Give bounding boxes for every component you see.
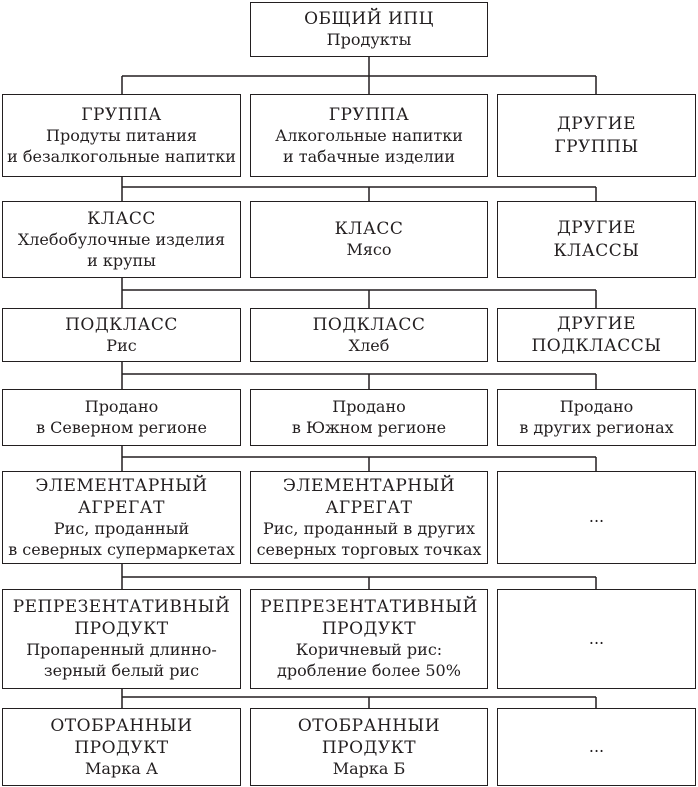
node-sold-north	[2, 389, 241, 446]
node-group-other-title: ДРУГИЕ	[556, 114, 637, 135]
node-aggregate-2-line: Рис, проданный в других	[263, 518, 475, 538]
node-group-food-line: и безалкогольные напитки	[7, 146, 236, 166]
node-subclass-rice	[2, 308, 241, 362]
node-representative-1-title: РЕПРЕЗЕНТАТИВНЫЙ	[12, 597, 231, 618]
node-root	[250, 2, 488, 57]
node-subclass-other-line: ПОДКЛАССЫ	[531, 336, 662, 356]
node-group-alcohol-line: Алкогольные напитки	[275, 125, 463, 145]
node-aggregate-2-line: северных торговых точках	[256, 539, 482, 559]
node-subclass-bread	[250, 308, 488, 362]
node-class-meat	[250, 201, 488, 278]
node-representative-1	[2, 589, 241, 689]
connector-classes-subclasses	[122, 278, 596, 308]
node-selected-2-line: ПРОДУКТ	[321, 737, 417, 758]
node-subclass-rice-line: Рис	[106, 335, 137, 355]
node-subclass-rice-title: ПОДКЛАСС	[65, 314, 178, 335]
node-representative-1-line: Пропаренный длинно-	[26, 640, 217, 660]
node-class-bread-title: КЛАСС	[87, 208, 156, 229]
node-group-alcohol-line: и табачные изделии	[282, 146, 456, 166]
node-aggregate-2	[250, 471, 488, 564]
node-class-meat-line: Мясо	[346, 240, 392, 260]
node-class-bread-line: и крупы	[87, 250, 156, 270]
node-sold-south	[250, 389, 488, 446]
node-group-alcohol	[250, 94, 488, 177]
node-aggregate-1-title: ЭЛЕМЕНТАРНЫЙ	[35, 475, 208, 496]
node-subclass-other	[497, 308, 696, 362]
node-selected-2-title: ОТОБРАННЫИ	[297, 715, 441, 736]
node-class-bread-line: Хлебобулочные изделия	[17, 229, 226, 249]
node-representative-1-line: ПРОДУКТ	[74, 619, 169, 640]
node-group-other-line: ГРУППЫ	[554, 136, 639, 157]
node-sold-other-line: в других регионах	[519, 417, 674, 437]
node-aggregate-2-line: АГРЕГАТ	[325, 497, 413, 518]
connector-root-groups	[122, 57, 596, 94]
connector-groups-classes	[122, 177, 596, 201]
node-sold-south-title: Продано	[332, 396, 406, 416]
node-aggregate-3-ellipsis: ...	[588, 507, 605, 527]
node-representative-2-line: Коричневый рис:	[295, 640, 443, 660]
node-representative-3	[497, 589, 696, 689]
node-subclass-other-title: ДРУГИЕ	[556, 313, 637, 334]
connector-subclasses-regions	[122, 362, 596, 389]
node-representative-2-title: РЕПРЕЗЕНТАТИВНЫЙ	[260, 597, 478, 618]
node-selected-3	[497, 708, 696, 786]
node-root-title: ОБЩИЙ ИПЦ	[304, 9, 434, 30]
connector-regions-aggregates	[122, 446, 596, 471]
node-subclass-bread-title: ПОДКЛАСС	[312, 314, 426, 335]
node-class-other-line: КЛАССЫ	[553, 240, 640, 261]
node-representative-1-line: зерный белый рис	[43, 661, 200, 681]
node-sold-south-line: в Южном регионе	[291, 417, 447, 437]
node-class-other	[497, 201, 696, 278]
node-selected-2	[250, 708, 488, 786]
node-group-food-title: ГРУППА	[81, 104, 162, 125]
node-selected-1-line: Марка А	[85, 758, 158, 778]
node-group-food-line: Продуты питания	[46, 125, 197, 145]
node-aggregate-1-line: в северных супермаркетах	[8, 539, 235, 559]
node-group-alcohol-title: ГРУППА	[328, 104, 410, 125]
node-class-meat-title: КЛАСС	[334, 219, 404, 240]
node-subclass-bread-line: Хлеб	[348, 335, 390, 355]
node-sold-north-line: в Северном регионе	[36, 417, 207, 437]
node-selected-1	[2, 708, 241, 786]
node-representative-2-line: дробление более 50%	[277, 661, 461, 681]
node-sold-other	[497, 389, 696, 446]
node-root-line: Продукты	[326, 30, 412, 50]
node-aggregate-2-title: ЭЛЕМЕНТАРНЫЙ	[282, 475, 456, 496]
node-selected-1-title: ОТОБРАННЫИ	[50, 715, 193, 736]
node-group-other	[497, 94, 696, 177]
connector-representative-selected	[122, 689, 596, 708]
connector-aggregates-representative	[122, 564, 596, 589]
node-sold-north-title: Продано	[84, 396, 159, 416]
node-aggregate-3	[497, 471, 696, 564]
node-class-bread	[2, 201, 241, 278]
node-selected-3-ellipsis: ...	[588, 736, 605, 756]
node-aggregate-1-line: АГРЕГАТ	[78, 497, 165, 518]
node-representative-2-line: ПРОДУКТ	[321, 619, 417, 640]
node-selected-2-line: Марка Б	[332, 758, 406, 778]
node-selected-1-line: ПРОДУКТ	[74, 737, 169, 758]
node-class-other-title: ДРУГИЕ	[556, 218, 637, 239]
node-group-food	[2, 94, 241, 177]
node-aggregate-1	[2, 471, 241, 564]
node-representative-2	[250, 589, 488, 689]
node-representative-3-ellipsis: ...	[588, 628, 605, 648]
node-sold-other-title: Продано	[559, 396, 634, 416]
node-aggregate-1-line: Рис, проданный	[53, 518, 190, 538]
